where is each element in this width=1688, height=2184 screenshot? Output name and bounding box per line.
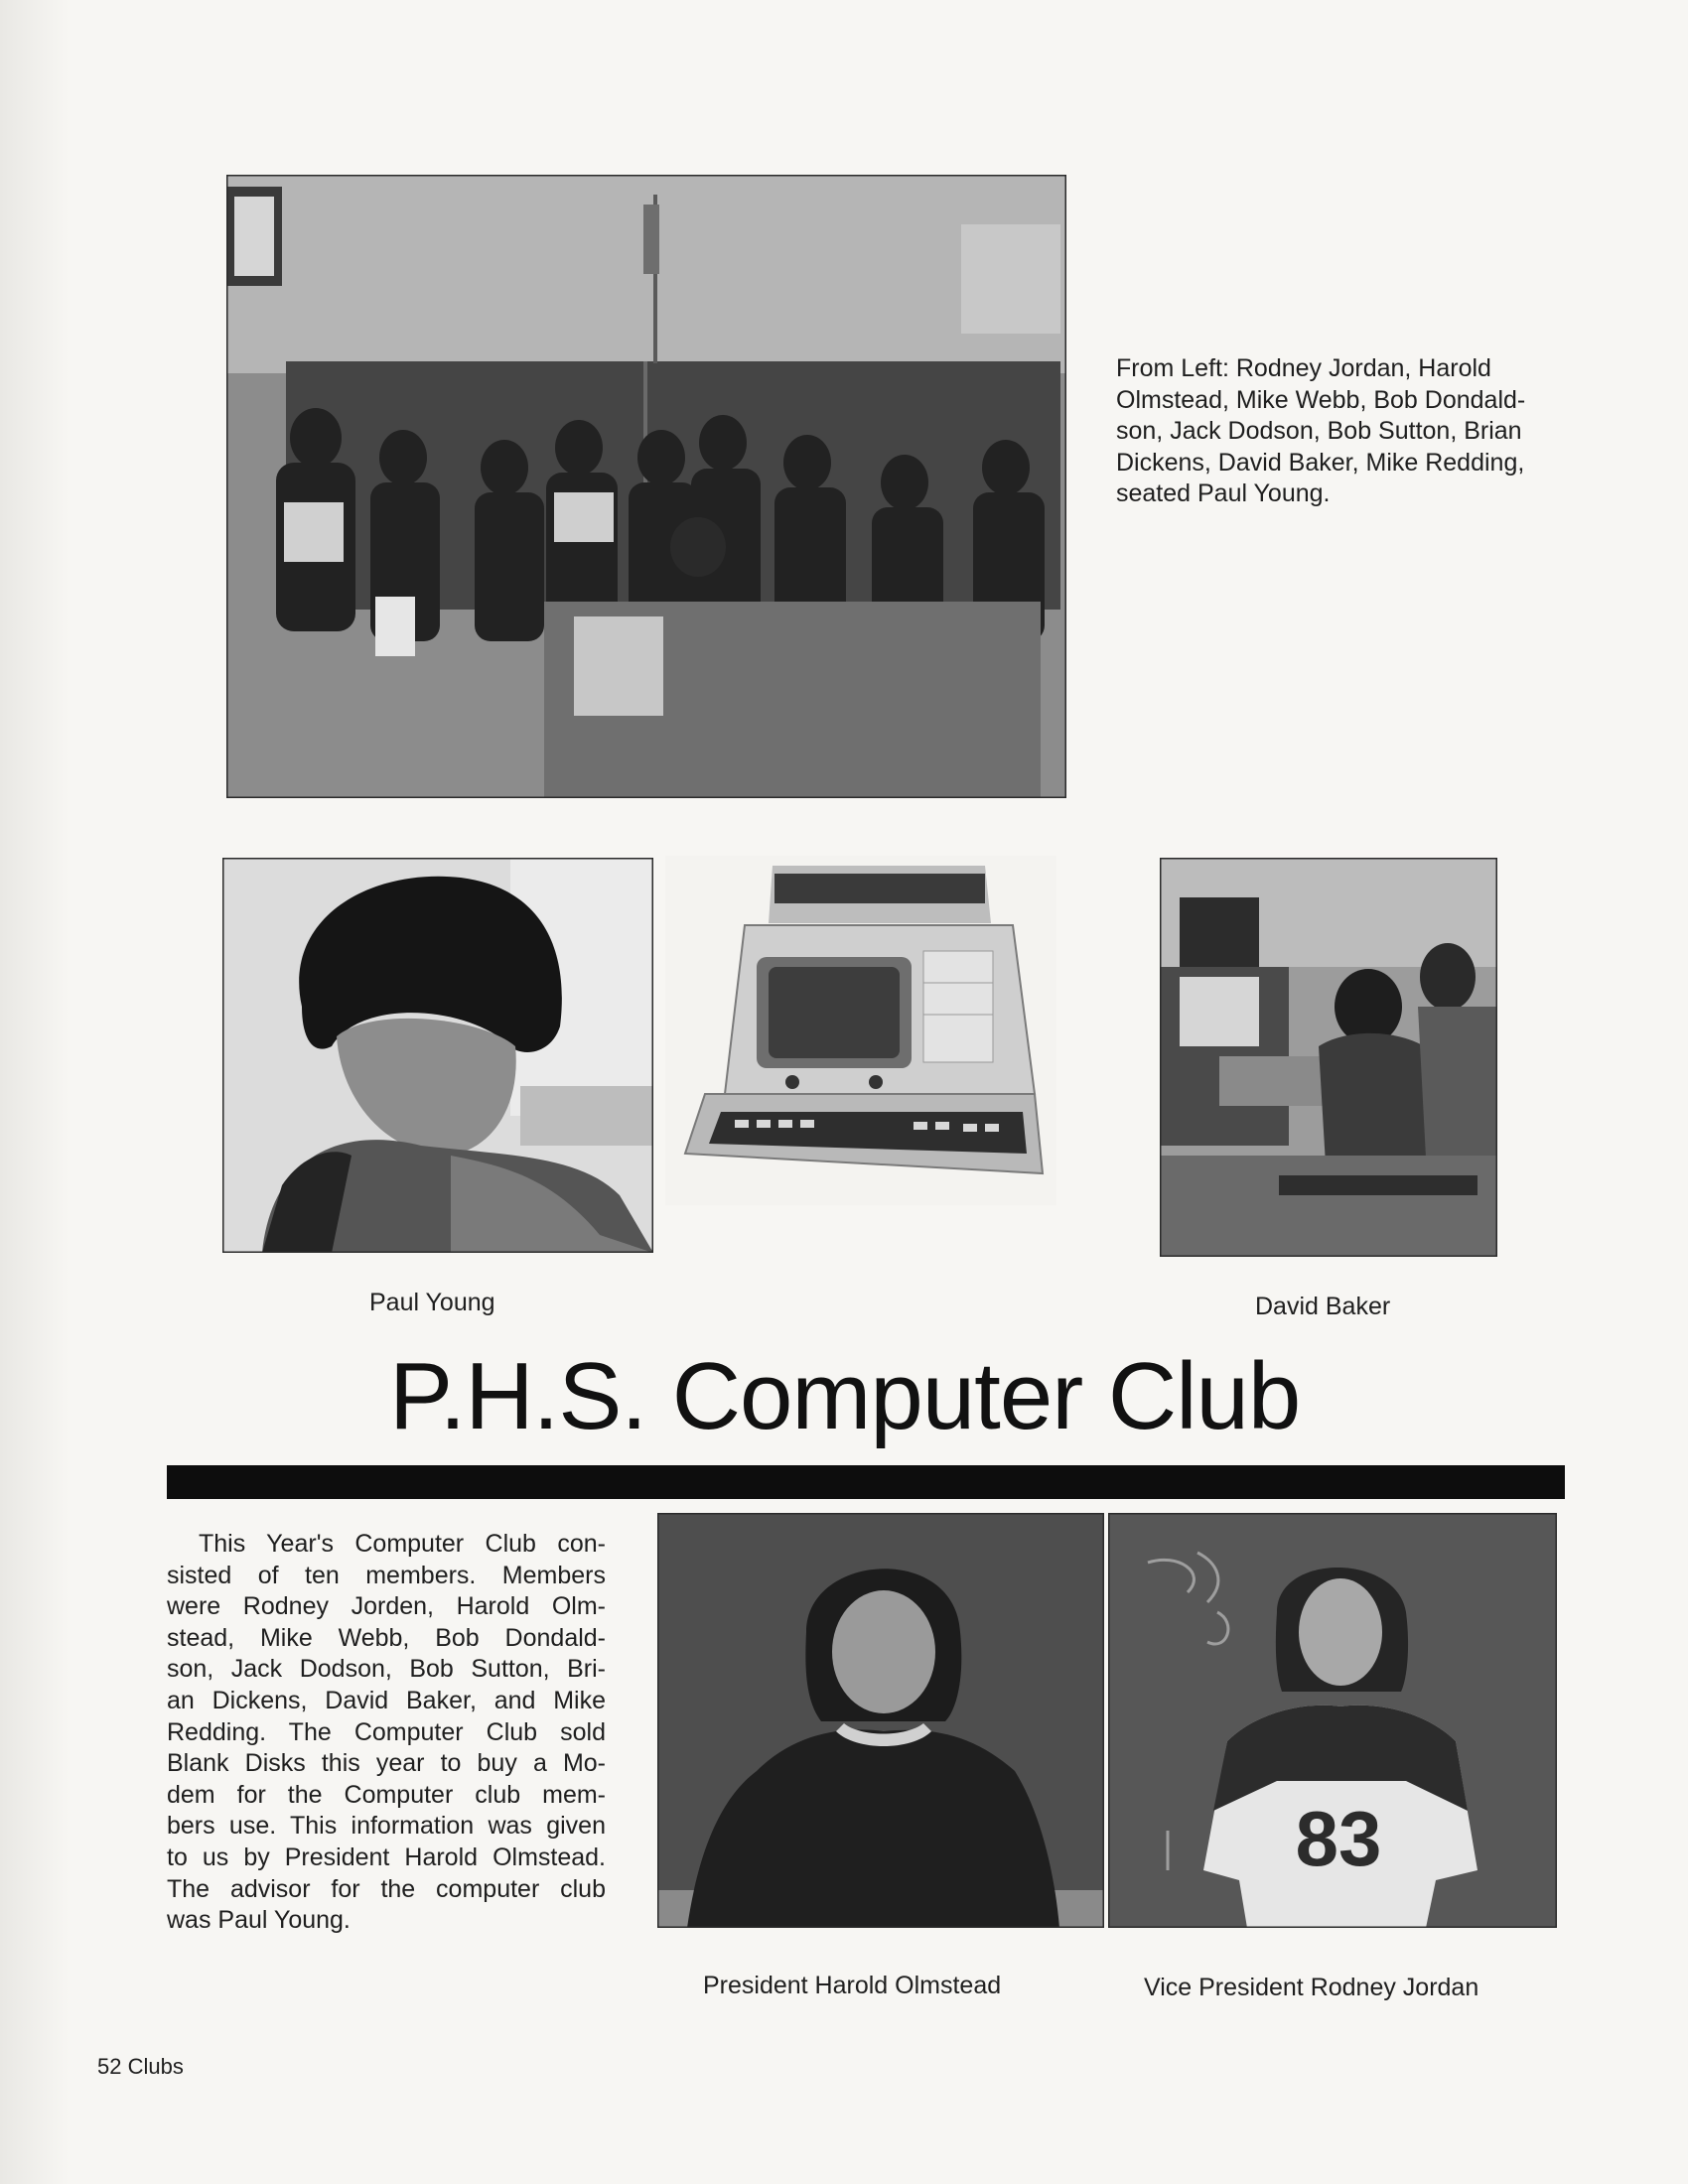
body-line: stead, Mike Webb, Bob Dondald- — [167, 1623, 606, 1652]
group-photo-caption — [1116, 353, 1573, 510]
body-line: to us by President Harold Olmstead. — [167, 1843, 606, 1871]
vice-president-photo — [1108, 1513, 1557, 1928]
caption-line: son, Jack Dodson, Bob Sutton, Brian — [1116, 417, 1522, 445]
body-line: The advisor for the computer club — [167, 1874, 606, 1903]
body-line: bers use. This information was given — [167, 1812, 606, 1841]
body-line: son, Jack Dodson, Bob Sutton, Bri- — [167, 1655, 606, 1684]
caption-line: Dickens, David Baker, Mike Redding, — [1116, 448, 1525, 477]
page-binding-shadow — [0, 0, 70, 2184]
page-title: P.H.S. Computer Club — [389, 1343, 1301, 1449]
page-folio: 52 Clubs — [97, 2054, 184, 2079]
body-line: an Dickens, David Baker, and Mike — [167, 1686, 606, 1714]
computer-terminal-photo — [665, 856, 1056, 1205]
caption-line: Olmstead, Mike Webb, Bob Dondald- — [1116, 385, 1526, 414]
caption-line: From Left: Rodney Jordan, Harold — [1116, 354, 1491, 382]
body-line: were Rodney Jorden, Harold Olm- — [167, 1592, 606, 1621]
club-description — [167, 1529, 606, 1937]
vice-president-caption: Vice President Rodney Jordan — [1144, 1974, 1479, 2001]
body-line: dem for the Computer club mem- — [167, 1780, 606, 1809]
body-line: sisted of ten members. Members — [167, 1561, 606, 1589]
president-caption: President Harold Olmstead — [703, 1972, 1002, 1999]
president-photo — [657, 1513, 1104, 1928]
title-rule-bar — [167, 1465, 1565, 1499]
caption-line: seated Paul Young. — [1116, 479, 1331, 507]
body-line: was Paul Young. — [167, 1906, 351, 1935]
david-baker-caption: David Baker — [1255, 1293, 1391, 1320]
paul-young-photo — [222, 858, 653, 1253]
david-baker-photo — [1160, 858, 1497, 1257]
group-photo — [226, 175, 1066, 798]
body-line: Redding. The Computer Club sold — [167, 1717, 606, 1746]
jersey-number: 83 — [1295, 1795, 1382, 1882]
body-line: Blank Disks this year to buy a Mo- — [167, 1749, 606, 1778]
body-line: This Year's Computer Club con- — [199, 1530, 606, 1558]
paul-young-caption: Paul Young — [369, 1289, 495, 1316]
